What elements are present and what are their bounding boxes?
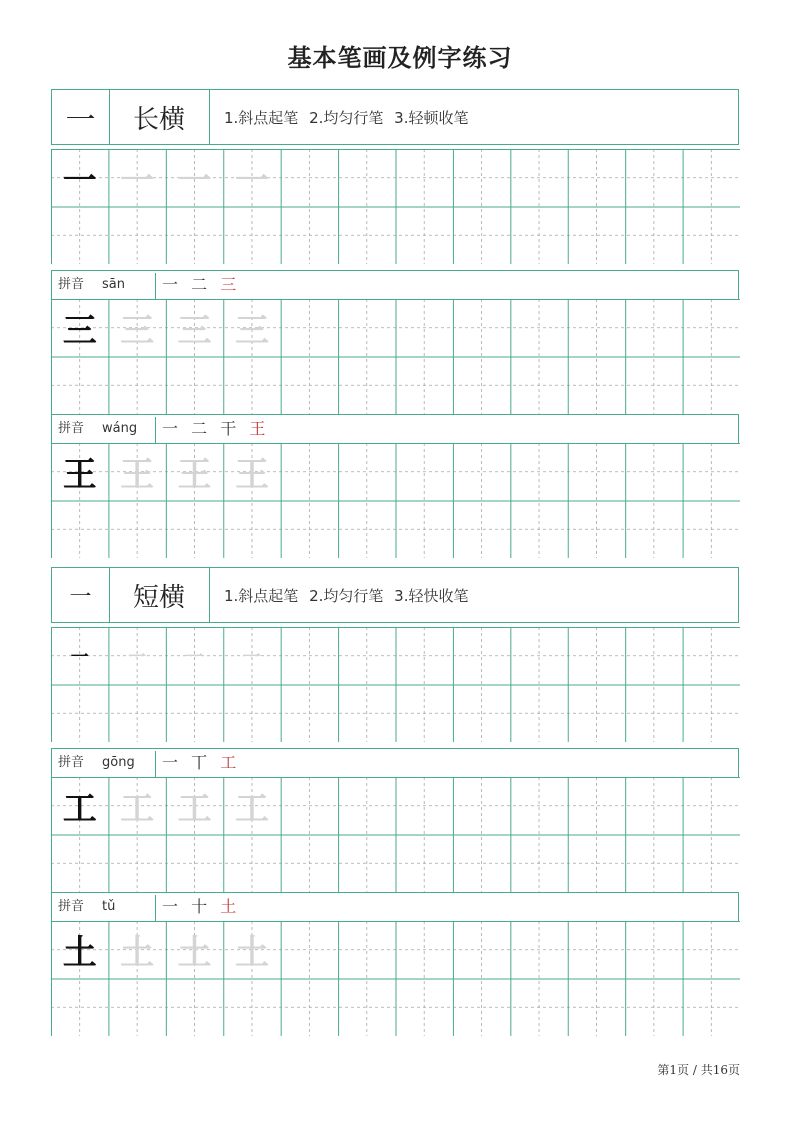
pinyin-bar: [51, 892, 739, 922]
stroke-order: [162, 271, 240, 299]
stroke-step: 一: [162, 275, 183, 294]
pinyin-label: 拼音: [58, 755, 85, 770]
model-character: 土: [62, 933, 97, 974]
stroke-order: [162, 749, 240, 777]
trace-character: 三: [234, 311, 269, 352]
stroke-symbol: 一: [52, 90, 110, 144]
divider: [155, 417, 156, 443]
stroke-step: 十: [191, 897, 212, 916]
stroke-header-long-horizontal: [51, 89, 739, 145]
pinyin-label: 拼音: [58, 899, 85, 914]
model-character: 一: [70, 646, 89, 668]
trace-character: 土: [177, 933, 212, 974]
trace-character: 王: [234, 455, 269, 496]
stroke-order: [162, 893, 240, 921]
trace-character: 一: [234, 161, 269, 202]
divider: [155, 751, 156, 777]
model-character: 王: [62, 455, 97, 496]
page-title: 基本笔画及例字练习: [287, 44, 513, 72]
stroke-symbol: 一: [52, 568, 110, 622]
stroke-final: 土: [220, 897, 241, 916]
stroke-step: 二: [191, 419, 212, 438]
trace-character: 一: [120, 161, 155, 202]
page-number: 第1页 / 共16页: [657, 1063, 740, 1077]
stroke-step: 一: [162, 753, 183, 772]
stroke-step: 一: [162, 897, 183, 916]
stroke-header-short-horizontal: [51, 567, 739, 623]
stroke-step: 二: [191, 275, 212, 294]
stroke-final: 王: [249, 419, 270, 438]
trace-character: 一: [185, 646, 204, 668]
divider: [155, 273, 156, 299]
practice-grid: [51, 777, 740, 892]
stroke-step: 丅: [191, 753, 212, 772]
trace-character: 工: [234, 789, 269, 830]
practice-grid: [51, 627, 740, 742]
practice-grid: [51, 149, 740, 264]
trace-character: 土: [120, 933, 155, 974]
stroke-tips: 1.斜点起笔 2.均匀行笔 3.轻顿收笔: [224, 108, 469, 127]
practice-grid: [51, 921, 740, 1036]
stroke-step: 干: [220, 419, 241, 438]
trace-character: 三: [177, 311, 212, 352]
stroke-name: 短横: [109, 568, 210, 622]
pinyin-value: gōng: [102, 755, 135, 770]
stroke-final: 工: [220, 753, 241, 772]
stroke-step: 一: [162, 419, 183, 438]
pinyin-value: wáng: [102, 421, 138, 436]
practice-grid: [51, 299, 740, 414]
stroke-final: 三: [220, 275, 241, 294]
pinyin-bar: [51, 270, 739, 300]
pinyin-bar: [51, 414, 739, 444]
trace-character: 王: [120, 455, 155, 496]
divider: [155, 895, 156, 921]
pinyin-bar: [51, 748, 739, 778]
trace-character: 王: [177, 455, 212, 496]
trace-character: 一: [242, 646, 261, 668]
pinyin-label: 拼音: [58, 277, 85, 292]
stroke-order: [162, 415, 269, 443]
trace-character: 一: [177, 161, 212, 202]
pinyin-label: 拼音: [58, 421, 85, 436]
model-character: 一: [62, 161, 97, 202]
trace-character: 土: [234, 933, 269, 974]
model-character: 工: [62, 789, 97, 830]
practice-grid: [51, 443, 740, 558]
model-character: 三: [62, 311, 97, 352]
trace-character: 一: [128, 646, 147, 668]
pinyin-value: sān: [102, 277, 125, 292]
stroke-name: 长横: [109, 90, 210, 144]
pinyin-value: tǔ: [102, 899, 116, 914]
stroke-tips: 1.斜点起笔 2.均匀行笔 3.轻快收笔: [224, 586, 469, 605]
trace-character: 工: [120, 789, 155, 830]
trace-character: 三: [120, 311, 155, 352]
trace-character: 工: [177, 789, 212, 830]
